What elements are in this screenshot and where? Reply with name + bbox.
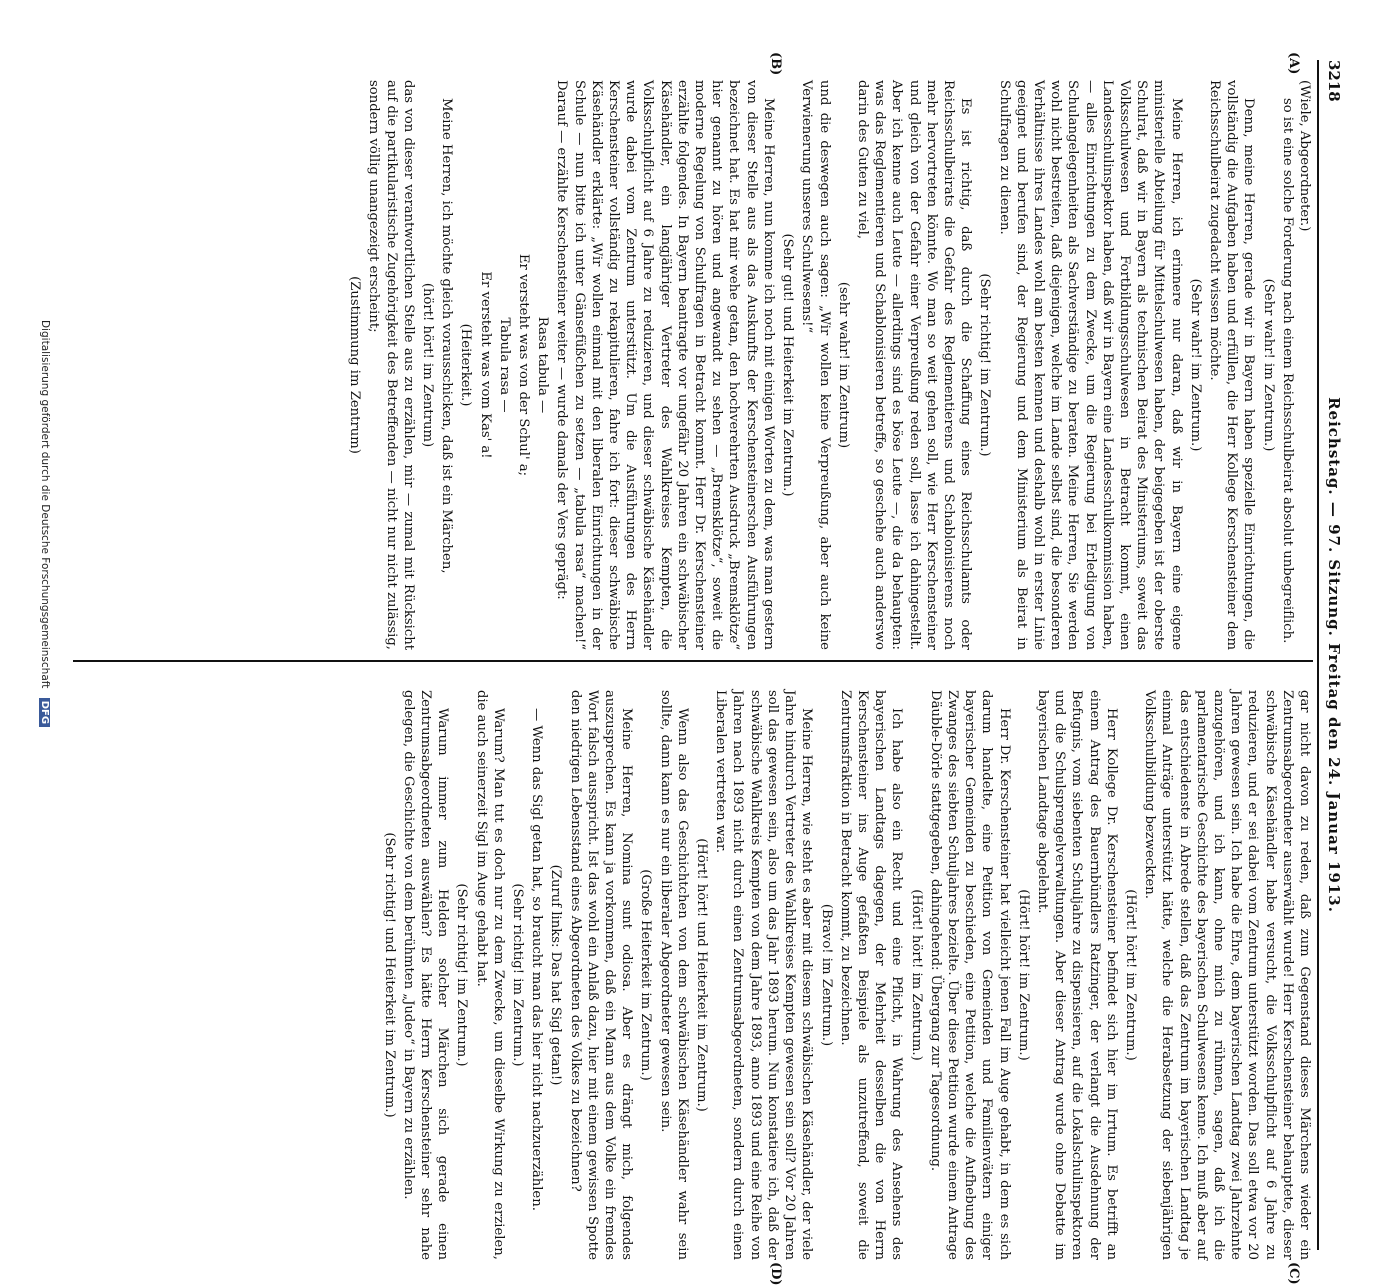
interjection: (Große Heiterkeit im Zentrum.) bbox=[638, 869, 654, 1081]
interjection: (Zustimmung im Zentrum) bbox=[347, 276, 363, 454]
footer-credit: Digitalisierung gefördert durch die Deutsche Forschungsgemeinschaft bbox=[39, 320, 51, 689]
interjection: (Sehr richtig! im Zentrum.) bbox=[510, 883, 526, 1067]
paragraph: Denn, meine Herren, gerade wir in Bayern haben spezielle Einrichtungen, die vollständig die Aufgaben haben und erfüllen, die Herr Kollege Kerschensteiner dem Reichsschulbeirat zugedacht wissen möchte. bbox=[1206, 80, 1257, 650]
paragraph: Warum? Man tut es doch nur zu dem Zwecke, um dieselbe Wirkung zu erzielen, die auch seinerzeit Sigl im Auge gehabt hat. bbox=[473, 690, 506, 1260]
page-title: Reichstag. — 97. Sitzung. Freitag den 24. Januar 1913. bbox=[1325, 397, 1343, 913]
margin-letter-d: (D) bbox=[768, 1262, 783, 1286]
interjection: Er versteht was von der Schul' a; bbox=[516, 253, 532, 477]
interjection: Er versteht was vom Kas' a! bbox=[477, 271, 493, 459]
paragraph: Es ist richtig, daß durch die Schaffung eines Reichsschulamts oder Reichsschulbeirats die Gefahr des Reglementierens und Schablonisierens noch mehr hervortreten könnte. Wo man so weit gehen soll, wie Herr Kerschensteiner und gleich von der Gefahr einer Verpreußung reden soll, lasse ich dahingestellt. Aber ich kenne auch Leute — allerdings sind es böse Leute —, die da behaupten: was das Reglementieren und Schablonisieren betreffe, so geschehe auch anderswo darin des Guten zu viel, bbox=[854, 80, 974, 650]
interjection: (Sehr richtig! im Zentrum.) bbox=[454, 883, 470, 1067]
paragraph: Meine Herren, nun komme ich noch mit einigen Worten zu dem, was man gestern von dieser Stelle aus als das Auskunfts der Kerschensteinerschen Ausführungen bezeichnet hat. Es hat mir wehe getan, den hochverehrten Ausdruck „Bremsklötze“ hier genannt zu hören und angewandt zu sehen — „Bremsklötze“, soweit die moderne Regelung von Schulfragen in Betracht kommt. Herr Dr. Kerschensteiner erzählte folgendes. In Bayern beantragte vor ungefähr 20 Jahren ein schwäbischer Käsehändler, ein langjähriger Vertreter des Wahlkreises Kempten, die Volksschulpflicht auf 6 Jahre zu reduzieren, und dieser schwäbische Käsehändler wurde dabei vom Zentrum unterstützt. Um die Ausführungen des Herrn Kerschensteiner vollständig zu rekapitulieren, fahre ich fort: dieser schwäbische Käsehändler erklärte: „Wir wollen einmal mit den liberalen Einrichtungen in der Schule — nun bitte ich unter Gänsefüßchen zu setzen — „tabula rasa“ machen!“ Darauf — erzählte Kerschensteiner weiter — wurde damals der Vers geprägt: bbox=[554, 80, 776, 650]
interjection: (Sehr wahr! im Zentrum.) bbox=[1187, 278, 1203, 452]
left-column bbox=[344, 80, 1313, 650]
right-column bbox=[378, 690, 1313, 1260]
page-footer bbox=[39, 320, 51, 1020]
interjection: (Heiterkeit.) bbox=[458, 323, 474, 407]
paragraph: Meine Herren, Nomina sunt odiosa. Aber es drängt mich, folgendes auszusprechen. Es kann ja vorkommen, daß ein Mann aus dem Volke ein fremdes Wort falsch ausspricht. Ist das wohl ein Anlaß dazu, hier mit einem gewissen Spotte den niedrigen Lebensstand eines Abgeordneten des Volkes zu bezeichnen? bbox=[567, 690, 635, 1260]
margin-letter-c: (C) bbox=[1286, 1262, 1301, 1285]
interjection: (hört! hört! im Zentrum) bbox=[420, 282, 436, 448]
paragraph: Meine Herren, wie steht es aber mit diesem schwäbischen Käsehändler, der viele Jahre hindurch Vertreter des Wahlkreises Kempten gewesen sein soll? Vor 20 Jahren soll das gewesen sein, also um das Jahr 1893 herum. Nun konstatiere ich, daß der schwäbische Wahlkreis Kempten von dem Jahre 1893, anno 1893 und eine Reihe von Jahren nach 1893 nicht durch einen Zentrumsabgeordneten, sondern durch einen Liberalen vertreten war. bbox=[713, 690, 815, 1260]
interjection: Tabula rasa — bbox=[496, 317, 512, 413]
page-header bbox=[1319, 60, 1343, 1250]
paragraph: (Wiele, Abgeordneter.) bbox=[1297, 80, 1312, 232]
interjection: (Hört! hört! im Zentrum.) bbox=[1015, 889, 1031, 1061]
interjection: (Hört! hört! im Zentrum.) bbox=[908, 889, 924, 1061]
interjection: (Hört! hört! im Zentrum.) bbox=[1122, 889, 1138, 1061]
paragraph: Meine Herren, ich erinnere nur daran, daß wir in Bayern eine eigene ministerielle Abteilung für Mittelschulwesen haben, der beigegeben ist der oberste Schulrat, daß wir in Bayern als technischen Beirat des Ministeriums, soweit das Volksschulwesen und Fortbildungsschulwesen in Betracht kommt, einen Landesschulinspektor haben, daß wir in Bayern eine Landesschulkommission haben, — alles Einrichtungen zu dem Zwecke, um die Regierung bei Erledigung von Schulangelegenheiten als Sachverständige zu beraten. Meine Herren, Sie werden wohl nicht bestreiten, daß diejenigen, welche im Lande selbst sind, die besonderen Verhältnisse ihres Landes wohl am besten kennen und deshalb wohl in erster Linie geeignet und berufen sind, der Regierung und dem Ministerium als Beirat in Schulfragen zu dienen. bbox=[996, 80, 1184, 650]
paragraph: Warum immer zum Helden solcher Märchen sich gerade einen Zentrumsabgeordneten auswählen? Es hätte Herrn Kerschensteiner sehr nahe gelegen, die Geschichte von dem berühmten „Judeo“ in Bayern zu erzählen. bbox=[400, 690, 451, 1260]
interjection: (Sehr richtig! und Heiterkeit im Zentrum.) bbox=[381, 832, 397, 1118]
dfg-logo: DFG bbox=[39, 698, 50, 727]
paragraph: Meine Herren, ich möchte gleich vorausschicken, daß ist ein Märchen, bbox=[439, 98, 455, 574]
interjection: Rasa tabula — bbox=[535, 316, 551, 414]
paragraph: und die deswegen auch sagen: „Wir wollen keine Verpreußung, aber auch keine Verwienerung unseres Schulwesens!“ bbox=[799, 80, 832, 650]
paragraph: das von dieser verantwortlichen Stelle aus zu erzählen, mir — zumal mit Rücksicht auf die partikularistische Zugehörigkeit des Betreffenden — nicht nur nicht zulässig, sondern völlig unangezeigt erscheint; bbox=[366, 80, 416, 650]
paragraph: gar nicht davon zu reden, daß zum Gegenstand dieses Märchens wieder ein Zentrumsabgeordneter auserwählt wurde! Herr Kerschensteiner behauptete, dieser schwäbische Käsehändler habe versucht, die Volksschulpflicht auf 6 Jahre zu reduzieren, und er sei dabei vom Zentrum unterstützt worden. Das soll etwa vor 20 Jahren gewesen sein. Ich habe die Ehre, dem bayerischen Landtag zwei Jahrzehnte anzugehören, und ich kann, ohne mich zu rühmen, sagen, daß ich die parlamentarische Geschichte des bayerischen Schulwesens kenne. Ich muß aber auf das entschiedenste in Abrede stellen, daß das Zentrum im bayerischen Landtag je einmal Anträge unterstützt hätte, welche die Herabsetzung der siebenjährigen Volksschulbildung bezweckten. bbox=[1142, 690, 1312, 1260]
interjection: (Sehr richtig! im Zentrum.) bbox=[977, 273, 993, 457]
interjection: (Sehr wahr! im Zentrum.) bbox=[1260, 278, 1276, 452]
paragraph: Ich habe also ein Recht und eine Pflicht, in Wahrung des Ansehens des bayerischen Landtags dagegen, der Mehrheit desselben die von Herrn Kerschensteiner ins Auge gefaßten Beispiele als unzutreffend, soweit die Zentrumsfraktion in Betracht kommt, zu bezeichnen. bbox=[837, 690, 905, 1260]
interjection: (sehr wahr! im Zentrum) bbox=[835, 281, 851, 449]
margin-letter-a: (A) bbox=[1286, 52, 1301, 75]
page-number: 3218 bbox=[1325, 60, 1343, 102]
paragraph: Herr Dr. Kerschensteiner hat vielleicht jenen Fall im Auge gehabt, in dem es sich darum handelte, eine Petition von Gemeinden und Familienvätern einiger bayerischer Gemeinden zu beschieden, eine Petition, welche die Aufhebung des Zwanges des siebten Schuljahres bezielte. Über diese Petition wurde einem Antrage Däuble-Dörle stattgegeben, dahingehend: Übergang zur Tagesordnung. bbox=[927, 690, 1012, 1260]
paragraph: so ist eine solche Forderung nach einem Reichsschulbeirat absolut unbegreiflich. bbox=[1279, 98, 1295, 644]
margin-letter-b: (B) bbox=[768, 52, 783, 76]
paragraph: Herr Kollege Dr. Kerschensteiner befindet sich hier im Irrtum. Es betrifft an einem Antrag des Bauernbündlers Ratzinger, der verlangt die Ausdehnung der Befugnis, vom siebenten Schuljahre zu dispensieren, auf die Lokalschulinspektoren und die Schulsprengelverwaltungen. Aber dieser Antrag wurde ohne Debatte im bayerischen Landtage abgelehnt. bbox=[1034, 690, 1119, 1260]
interjection: (Hört! hört! und Heiterkeit im Zentrum.) bbox=[694, 838, 710, 1112]
interjection: (Bravo! im Zentrum.) bbox=[818, 903, 834, 1047]
interjection: (Zuruf links: Das hat Sigl getan!) bbox=[548, 864, 564, 1086]
paragraph: Wenn also das Geschichtchen von dem schwäbischen Käsehändler wahr sein sollte, dann kann es nur ein liberaler Abgeordneter gewesen sein. bbox=[657, 690, 690, 1260]
paragraph: — Wenn das Sigl getan hat, so braucht man das hier nicht nachzuerzählen. bbox=[529, 708, 545, 1211]
column-divider bbox=[73, 660, 1313, 662]
interjection: (Sehr gut! und Heiterkeit im Zentrum.) bbox=[780, 233, 796, 497]
header-rule bbox=[1317, 60, 1319, 1250]
